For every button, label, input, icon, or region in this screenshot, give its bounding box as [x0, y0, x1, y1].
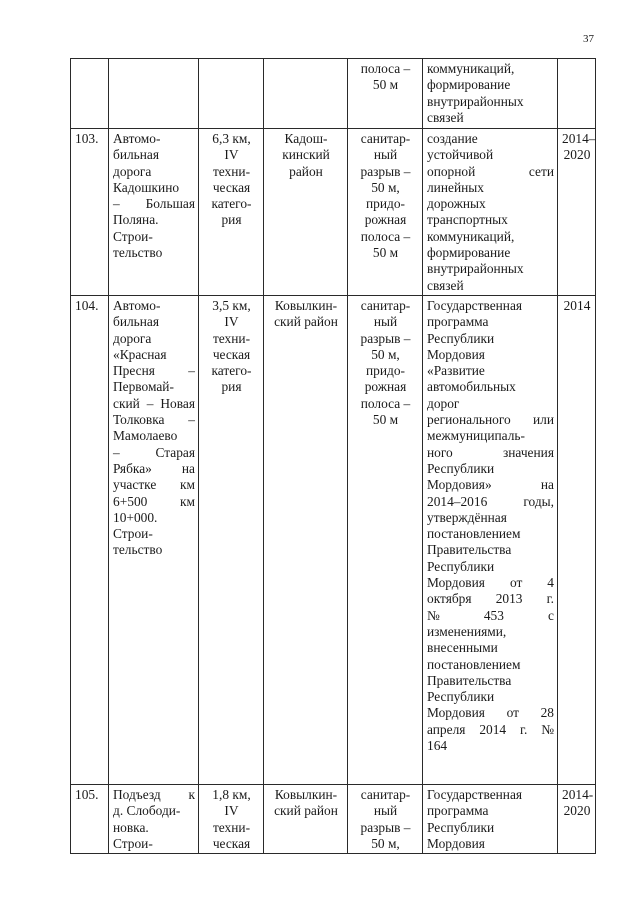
district-name-cell: [264, 784, 348, 853]
cell-line: ный: [373, 147, 398, 163]
cell-line: формирование: [427, 245, 511, 261]
cell-line: постановлением: [427, 656, 521, 672]
cell-line: ческая: [212, 346, 251, 362]
cell-line: утверждённая: [427, 509, 507, 525]
cell-line: дорожных: [427, 196, 486, 212]
cell-line: бильная: [113, 314, 160, 330]
cell-line: Государственная: [427, 786, 523, 802]
district-name-cell: [264, 59, 348, 129]
cell-line: 6+500 км: [113, 493, 195, 509]
cell-line: 1,8 км,: [212, 786, 251, 802]
cell-line: техни-: [212, 819, 251, 835]
cell-line: внутрирайонных: [427, 261, 524, 277]
object-name-cell: [109, 784, 199, 853]
cell-line: 2014–: [562, 131, 596, 146]
cell-line: Строи-: [113, 228, 153, 244]
object-name-cell: [109, 295, 199, 784]
object-name-cell: [109, 129, 199, 296]
road-construction-table: [70, 58, 596, 854]
cell-line: тельство: [113, 245, 163, 261]
cell-line: ский – Новая: [113, 395, 195, 411]
cell-line: транспортных: [427, 212, 508, 228]
row-number-cell: [71, 129, 109, 296]
implementation-years-cell: [558, 784, 596, 853]
cell-line: «Красная: [113, 346, 167, 362]
cell-line: санитар-: [360, 786, 411, 802]
cell-line: Правительства: [427, 542, 512, 558]
cell-line: 10+000.: [113, 509, 158, 525]
cell-line: ный: [373, 803, 398, 819]
cell-line: Республики: [427, 330, 495, 346]
cell-line: формирование: [427, 77, 511, 93]
cell-line: Мордовия: [427, 346, 485, 362]
purpose-basis-cell: [423, 295, 558, 784]
cell-line: Первомай-: [113, 379, 174, 395]
cell-line: октября 2013 г.: [427, 591, 554, 607]
road-length-category-cell: [199, 59, 264, 129]
table-row: [71, 59, 596, 129]
cell-line: IV: [224, 314, 239, 330]
cell-line: Поляна.: [113, 212, 159, 228]
cell-line: придо-: [366, 196, 405, 212]
cell-line: Мамолаево: [113, 428, 178, 444]
cell-line: – Старая: [113, 444, 195, 460]
cell-line: разрыв –: [360, 330, 411, 346]
road-length-category-cell: [199, 295, 264, 784]
cell-line: Ковылкин-: [274, 297, 338, 313]
cell-line: 105.: [75, 786, 99, 802]
cell-line: бильная: [113, 147, 160, 163]
implementation-years-cell: [558, 59, 596, 129]
cell-line: коммуникаций,: [427, 61, 515, 76]
cell-line: 50 м,: [371, 179, 400, 195]
cell-line: дорога: [113, 330, 152, 346]
cell-line: ный: [373, 314, 398, 330]
cell-line: программа: [427, 314, 489, 330]
cell-line: 50 м: [372, 245, 399, 261]
cell-line: Республики: [427, 689, 495, 705]
cell-line: катего-: [211, 363, 252, 379]
protection-zone-cell: [348, 59, 423, 129]
cell-line: Республики: [427, 558, 495, 574]
cell-line: санитар-: [360, 297, 411, 313]
cell-line: рия: [221, 379, 242, 395]
road-length-category-cell: [199, 129, 264, 296]
cell-line: кинский: [282, 147, 330, 163]
table-row: [71, 784, 596, 853]
cell-line: внесенными: [427, 640, 498, 656]
cell-line: 50 м,: [371, 835, 400, 851]
row-number-cell: [71, 784, 109, 853]
cell-line: 50 м: [372, 77, 399, 93]
cell-line: Правительства: [427, 672, 512, 688]
cell-line: ческая: [212, 179, 251, 195]
cell-line: 2020: [563, 147, 591, 163]
cell-line: техни-: [212, 163, 251, 179]
cell-line: Мордовия: [427, 835, 485, 851]
protection-zone-cell: [348, 129, 423, 296]
object-name-cell: [109, 59, 199, 129]
cell-line: дорога: [113, 163, 152, 179]
cell-line: ский район: [274, 314, 338, 330]
cell-line: придо-: [366, 363, 405, 379]
cell-line: Подъезд к: [113, 786, 195, 802]
cell-line: ческая: [212, 835, 251, 851]
cell-line: 6,3 км,: [212, 131, 251, 146]
cell-line: полоса –: [360, 228, 411, 244]
cell-line: участке км: [113, 477, 195, 493]
cell-line: дорог: [427, 395, 460, 411]
cell-line: № 453 с: [427, 607, 554, 623]
cell-line: Строи-: [113, 526, 153, 542]
cell-line: ский район: [274, 803, 338, 819]
cell-line: 3,5 км,: [212, 297, 251, 313]
cell-line: 50 м,: [371, 346, 400, 362]
cell-line: 2014: [563, 297, 591, 313]
cell-line: изменениями,: [427, 623, 507, 639]
cell-line: ного значения: [427, 444, 554, 460]
cell-line: техни-: [212, 330, 251, 346]
district-name-cell: [264, 295, 348, 784]
implementation-years-cell: [558, 295, 596, 784]
cell-line: катего-: [211, 196, 252, 212]
cell-line: 103.: [75, 131, 99, 146]
protection-zone-cell: [348, 784, 423, 853]
district-name-cell: [264, 129, 348, 296]
cell-line: IV: [224, 803, 239, 819]
purpose-basis-cell: [423, 129, 558, 296]
cell-line: 164: [427, 737, 448, 753]
cell-line: регионального или: [427, 412, 554, 428]
cell-line: санитар-: [360, 131, 411, 146]
cell-line: тельство: [113, 542, 163, 558]
table-row: [71, 129, 596, 296]
protection-zone-cell: [348, 295, 423, 784]
purpose-basis-cell: [423, 59, 558, 129]
cell-line: апреля 2014 г. №: [427, 721, 554, 737]
cell-line: новка.: [113, 819, 149, 835]
cell-line: Рябка» на: [113, 460, 195, 476]
purpose-basis-cell: [423, 784, 558, 853]
cell-line: полоса –: [360, 61, 411, 76]
cell-line: рожная: [364, 212, 407, 228]
row-number-cell: [71, 59, 109, 129]
cell-line: связей: [427, 277, 464, 293]
cell-line: создание: [427, 131, 478, 146]
road-length-category-cell: [199, 784, 264, 853]
cell-line: Республики: [427, 460, 495, 476]
cell-line: 2020: [563, 803, 591, 819]
cell-line: Кадошкино: [113, 179, 180, 195]
cell-line: опорной сети: [427, 163, 554, 179]
cell-line: полоса –: [360, 395, 411, 411]
cell-line: Ковылкин-: [274, 786, 338, 802]
cell-line: Пресня –: [113, 363, 195, 379]
cell-line: линейных: [427, 179, 484, 195]
cell-line: 2014–2016 годы,: [427, 493, 554, 509]
cell-line: 2014-: [562, 786, 594, 802]
cell-line: связей: [427, 109, 464, 125]
implementation-years-cell: [558, 129, 596, 296]
cell-line: Мордовия от 4: [427, 575, 554, 591]
cell-line: район: [289, 163, 323, 179]
cell-line: разрыв –: [360, 163, 411, 179]
cell-line: Республики: [427, 819, 495, 835]
cell-line: программа: [427, 803, 489, 819]
cell-line: Автомо-: [113, 297, 161, 313]
cell-line: д. Слободи-: [113, 803, 181, 819]
cell-line: рия: [221, 212, 242, 228]
cell-line: «Развитие: [427, 363, 485, 379]
cell-line: постановлением: [427, 526, 521, 542]
cell-line: IV: [224, 147, 239, 163]
page-number: 37: [583, 33, 594, 45]
cell-line: – Большая: [113, 196, 195, 212]
cell-line: Мордовия» на: [427, 477, 554, 493]
cell-line: 104.: [75, 297, 99, 313]
cell-line: Государственная: [427, 297, 523, 313]
cell-line: автомобильных: [427, 379, 516, 395]
cell-line: межмуниципаль-: [427, 428, 525, 444]
cell-line: устойчивой: [427, 147, 494, 163]
cell-line: Строи-: [113, 835, 153, 851]
cell-line: внутрирайонных: [427, 93, 524, 109]
cell-line: 50 м: [372, 412, 399, 428]
cell-line: Мордовия от 28: [427, 705, 554, 721]
cell-line: Толковка –: [113, 412, 195, 428]
cell-line: коммуникаций,: [427, 228, 515, 244]
cell-line: рожная: [364, 379, 407, 395]
cell-line: разрыв –: [360, 819, 411, 835]
row-number-cell: [71, 295, 109, 784]
cell-line: Автомо-: [113, 131, 161, 146]
cell-line: Кадош-: [284, 131, 328, 146]
table-row: [71, 295, 596, 784]
